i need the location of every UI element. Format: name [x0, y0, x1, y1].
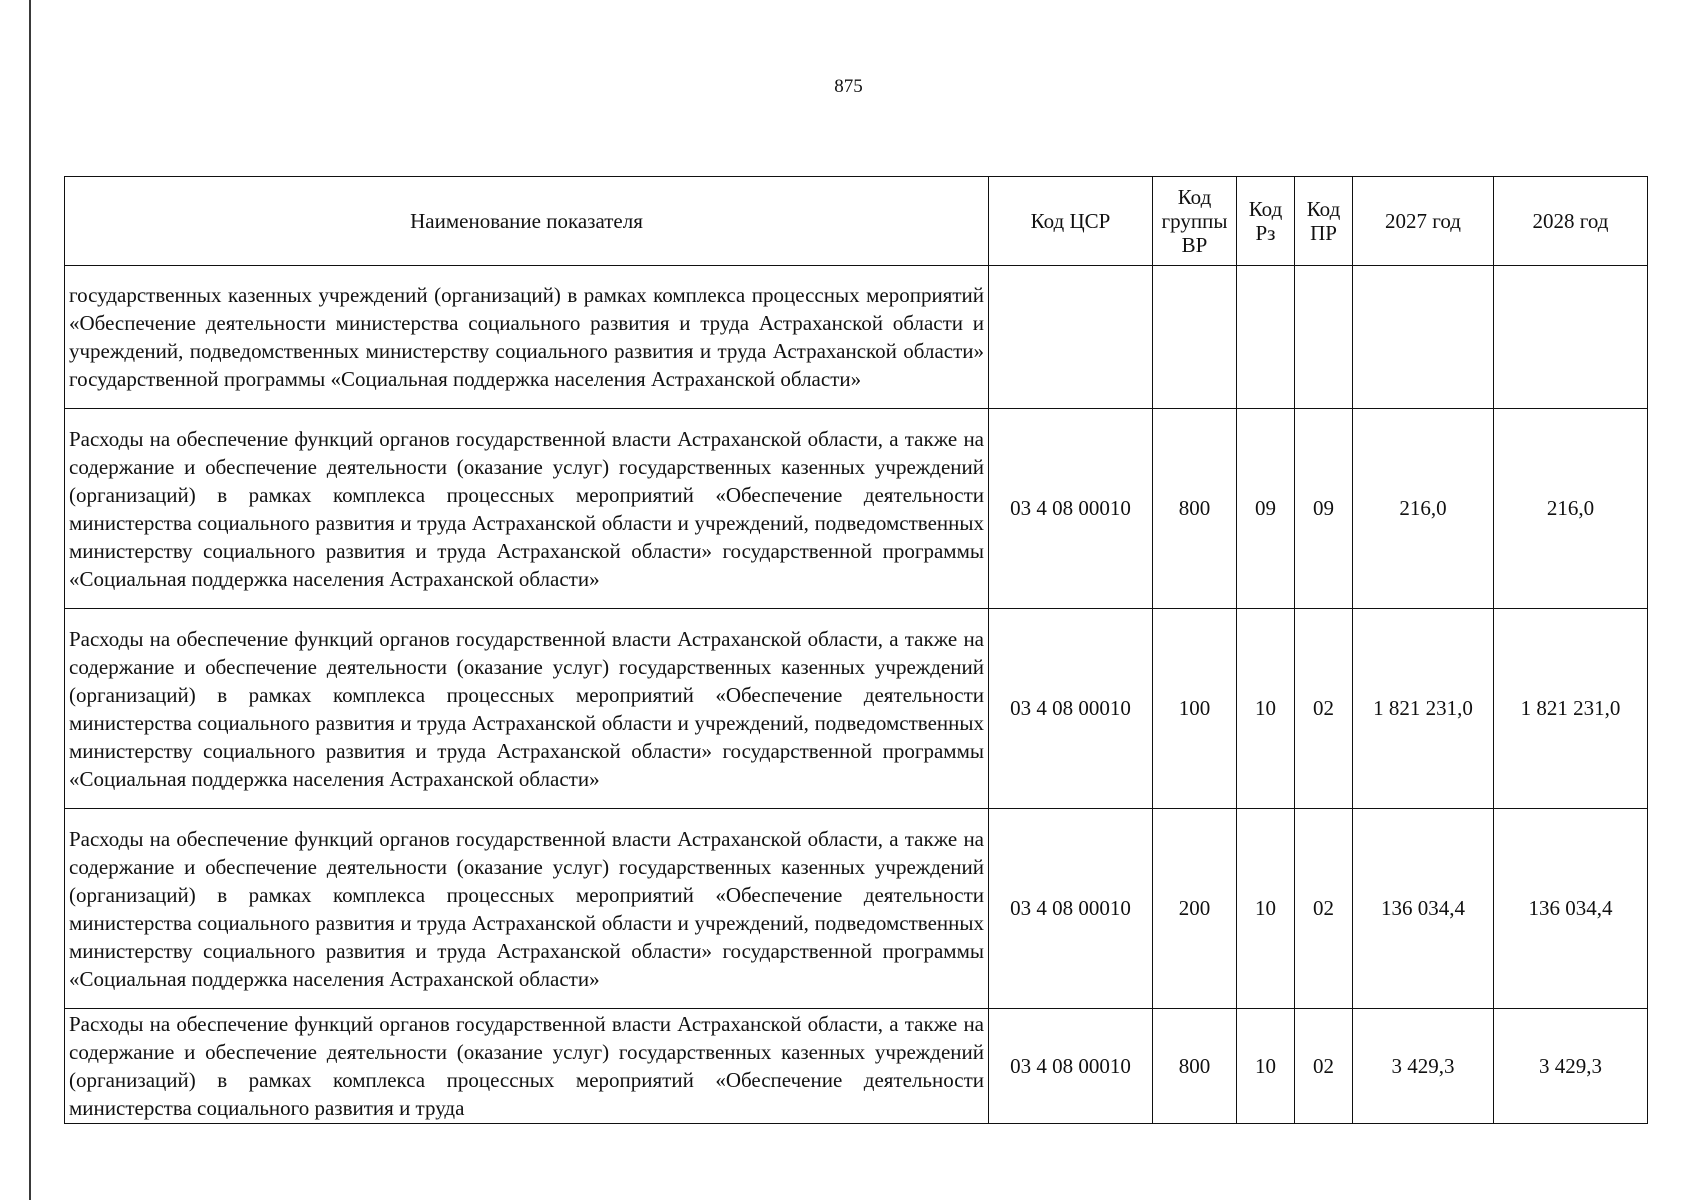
row-name: Расходы на обеспечение функций органов государственной власти Астраханской области, а также на содержание и обеспечение деятельности (оказание услуг) государственных казенных учреждений (организаций) в рамках комплекса процессных мероприятий «Обеспечение деятельности министерства социального развития и труда Астраханской области и учреждений, подведомственных министерству социального развития и труда Астраханской области» государственной программы «Социальная поддержка населения Астраханской области»: [65, 609, 989, 809]
row-pr: 02: [1295, 809, 1353, 1009]
row-csr: 03 4 08 00010: [989, 809, 1153, 1009]
row-rz: 10: [1237, 1009, 1295, 1124]
table-row: [65, 409, 1648, 609]
row-rz: 10: [1237, 809, 1295, 1009]
row-2028: [1494, 266, 1648, 409]
row-vr: 800: [1153, 409, 1237, 609]
header-2028: 2028 год: [1494, 177, 1648, 266]
header-pr: Код ПР: [1295, 177, 1353, 266]
header-2027: 2027 год: [1353, 177, 1494, 266]
row-name: Расходы на обеспечение функций органов государственной власти Астраханской области, а также на содержание и обеспечение деятельности (оказание услуг) государственных казенных учреждений (организаций) в рамках комплекса процессных мероприятий «Обеспечение деятельности министерства социального развития и труда Астраханской области и учреждений, подведомственных министерству социального развития и труда Астраханской области» государственной программы «Социальная поддержка населения Астраханской области»: [65, 809, 989, 1009]
row-vr: 800: [1153, 1009, 1237, 1124]
table-row: [65, 266, 1648, 409]
row-csr: [989, 266, 1153, 409]
header-name: Наименование показателя: [65, 177, 989, 266]
row-2028: 216,0: [1494, 409, 1648, 609]
row-rz: 09: [1237, 409, 1295, 609]
row-2027: 216,0: [1353, 409, 1494, 609]
row-2027: 136 034,4: [1353, 809, 1494, 1009]
row-2027: 3 429,3: [1353, 1009, 1494, 1124]
row-pr: 02: [1295, 1009, 1353, 1124]
row-2027: [1353, 266, 1494, 409]
header-csr: Код ЦСР: [989, 177, 1153, 266]
table-header-row: [65, 177, 1648, 266]
row-pr: 09: [1295, 409, 1353, 609]
row-vr: 100: [1153, 609, 1237, 809]
row-csr: 03 4 08 00010: [989, 409, 1153, 609]
table-row: [65, 609, 1648, 809]
table-row: [65, 1009, 1648, 1124]
budget-table: [64, 176, 1648, 1124]
row-vr: 200: [1153, 809, 1237, 1009]
row-rz: [1237, 266, 1295, 409]
page-number: 875: [834, 76, 863, 97]
row-pr: 02: [1295, 609, 1353, 809]
row-csr: 03 4 08 00010: [989, 609, 1153, 809]
row-csr: 03 4 08 00010: [989, 1009, 1153, 1124]
row-2027: 1 821 231,0: [1353, 609, 1494, 809]
header-rz: Код Рз: [1237, 177, 1295, 266]
row-2028: 136 034,4: [1494, 809, 1648, 1009]
row-pr: [1295, 266, 1353, 409]
row-rz: 10: [1237, 609, 1295, 809]
row-name: Расходы на обеспечение функций органов государственной власти Астраханской области, а также на содержание и обеспечение деятельности (оказание услуг) государственных казенных учреждений (организаций) в рамках комплекса процессных мероприятий «Обеспечение деятельности министерства социального развития и труда: [65, 1009, 989, 1124]
row-2028: 1 821 231,0: [1494, 609, 1648, 809]
row-vr: [1153, 266, 1237, 409]
row-name: государственных казенных учреждений (организаций) в рамках комплекса процессных мероприятий «Обеспечение деятельности министерства социального развития и труда Астраханской области и учреждений, подведомственных министерству социального развития и труда Астраханской области» государственной программы «Социальная поддержка населения Астраханской области»: [65, 266, 989, 409]
row-2028: 3 429,3: [1494, 1009, 1648, 1124]
table-row: [65, 809, 1648, 1009]
header-vr: Код группы ВР: [1153, 177, 1237, 266]
left-margin-line: [29, 0, 31, 1200]
row-name: Расходы на обеспечение функций органов государственной власти Астраханской области, а также на содержание и обеспечение деятельности (оказание услуг) государственных казенных учреждений (организаций) в рамках комплекса процессных мероприятий «Обеспечение деятельности министерства социального развития и труда Астраханской области и учреждений, подведомственных министерству социального развития и труда Астраханской области» государственной программы «Социальная поддержка населения Астраханской области»: [65, 409, 989, 609]
